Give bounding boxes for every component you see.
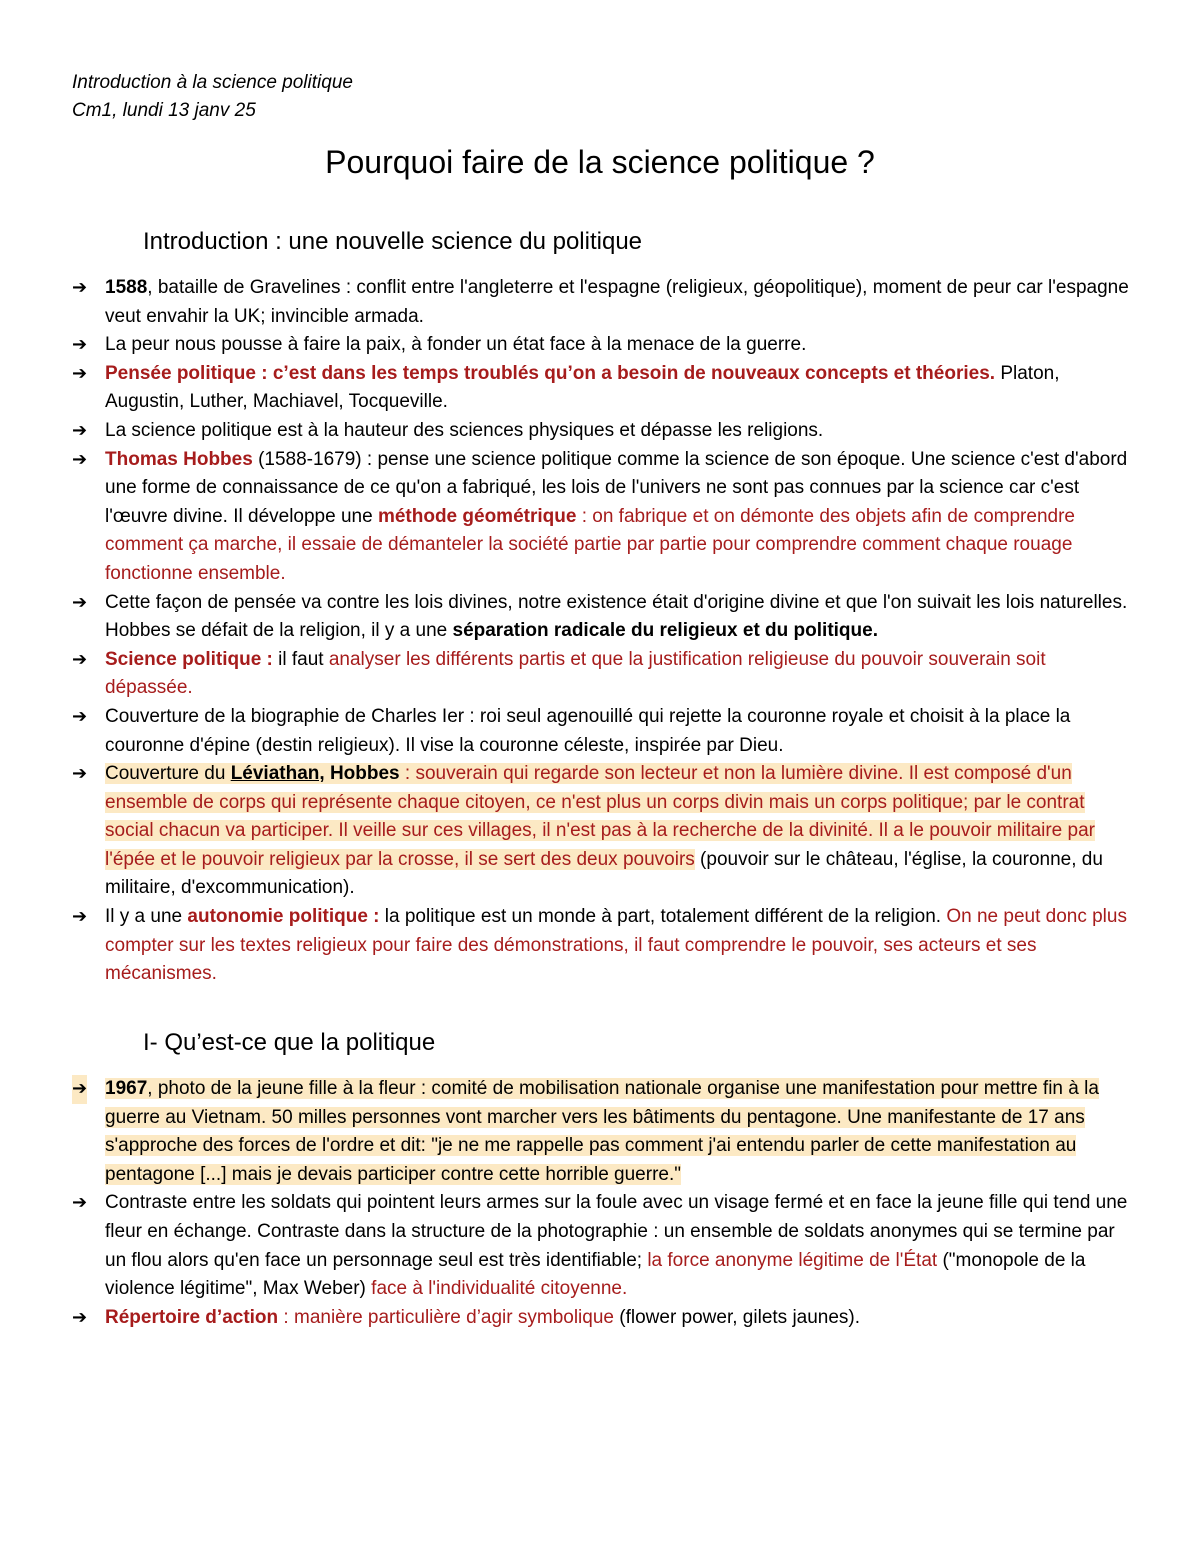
item-text: Platon, Augustin, Luther, Machiavel, Tocqueville.	[105, 362, 1060, 413]
item-text: Cette façon de pensée va contre les lois divines, notre existence était d'origine divine et que l'on suivait les lois naturelles. Hobbes se défait de la religion, il y a une	[105, 591, 1128, 642]
item-red: : on fabrique et on démonte des objets afin de comprendre comment ça marche, il essaie de démanteler la société partie par partie pour comprendre comment chaque rouage fonctionne ensemble.	[105, 505, 1075, 584]
list-item	[72, 360, 1137, 417]
course-name: Introduction à la science politique	[72, 72, 353, 93]
part1-list	[72, 1075, 1137, 1332]
arrow-icon: ➔	[72, 648, 88, 670]
item-text: (pouvoir sur le château, l'église, la couronne, du militaire, d'excommunication).	[105, 848, 1103, 899]
list-item	[72, 417, 1137, 446]
item-text: Il y a une	[105, 906, 188, 928]
item-red: On ne peut donc plus compter sur les textes religieux pour faire des démonstrations, il faut comprendre le pouvoir, ses acteurs et ses mécanismes.	[105, 906, 1127, 985]
item-text: ("monopole de la violence légitime", Max Weber)	[105, 1249, 1086, 1300]
item-red-bold: Répertoire d’action	[105, 1306, 279, 1328]
item-red-bold: Thomas Hobbes	[105, 448, 253, 470]
arrow-icon: ➔	[72, 419, 88, 441]
item-text: il faut	[272, 648, 329, 670]
arrow-icon: ➔	[72, 591, 88, 613]
arrow-icon: ➔	[72, 277, 88, 298]
list-item	[72, 903, 1137, 989]
list-item	[72, 646, 1137, 703]
list-item	[72, 1304, 1137, 1333]
item-text: (flower power, gilets jaunes).	[613, 1306, 861, 1328]
item-red: face à l'individualité citoyenne.	[371, 1278, 628, 1300]
intro-list	[72, 274, 1137, 989]
intro-heading: Introduction : une nouvelle science du politique	[143, 228, 643, 255]
list-item	[72, 274, 1137, 331]
arrow-icon: ➔	[72, 906, 88, 928]
list-item	[72, 703, 1137, 760]
arrow-icon: ➔	[72, 362, 88, 384]
item-red: : manière particulière d’agir symbolique	[278, 1306, 614, 1328]
item-text: (1588-1679) : pense une science politique comme la science de son époque. Une science c'est d'abord une forme de connaissance de ce qu'on a fabriqué, les lois de l'univers ne sont pas connues par la science car c'est l'œuvre divine. Il développe une	[105, 448, 1128, 527]
arrow-icon: ➔	[72, 1306, 88, 1328]
arrow-icon: ➔	[72, 448, 88, 470]
item-red: analyser les différents partis et que la justification religieuse du pouvoir souverain soit dépassée.	[105, 648, 1046, 699]
document-header	[72, 69, 353, 125]
item-red-bold: méthode géométrique	[377, 505, 577, 527]
item-red-bold: Pensée politique : c’est dans les temps troublés qu’on a besoin de nouveaux concepts et théories.	[105, 362, 996, 384]
item-highlight-bold: Hobbes	[329, 763, 400, 785]
list-item	[72, 760, 1137, 903]
item-text: Couverture de la biographie de Charles Ier : roi seul agenouillé qui rejette la couronne royale et choisit à la place la couronne d'épine (destin religieux). Il vise la couronne céleste, inspirée par Dieu.	[105, 705, 1071, 756]
item-text: la politique est un monde à part, totalement différent de la religion.	[379, 906, 947, 928]
list-item	[72, 589, 1137, 646]
list-item	[72, 1075, 1137, 1189]
item-highlight: ,	[319, 763, 330, 785]
arrow-icon: ➔	[72, 334, 88, 356]
item-highlight-bold: 1967	[105, 1078, 148, 1099]
item-red-bold: Science politique :	[105, 648, 273, 670]
item-bold: séparation radicale du religieux et du politique.	[452, 620, 878, 642]
list-item	[72, 446, 1137, 589]
item-text: La peur nous pousse à faire la paix, à fonder un état face à la menace de la guerre.	[105, 334, 807, 356]
part1-heading: I- Qu’est-ce que la politique	[143, 1029, 436, 1056]
lecture-date: Cm1, lundi 13 janv 25	[72, 100, 256, 121]
page-title: Pourquoi faire de la science politique ?	[325, 144, 875, 180]
arrow-icon: ➔	[72, 1192, 88, 1214]
item-highlight-red: : souverain qui regarde son lecteur et non la lumière divine. Il est composé d'un ensemble de corps qui représente chaque citoyen, ce n'est plus un corps divin mais un corps politique; par le contrat social chacun va participer. Il veille sur ces villages, il n'est pas à la recherche de la divinité. Il a le pouvoir militaire par l'épée et le pouvoir religieux par la crosse, il se sert des deux pouvoirs	[105, 763, 1095, 870]
item-highlight: , photo de la jeune fille à la fleur : comité de mobilisation nationale organise une manifestation pour mettre fin à la guerre au Vietnam. 50 milles personnes vont marcher vers les bâtiments du pentagone. Une manifestante de 17 ans s'approche des forces de l'ordre et dit: "je ne me rappelle pas comment j'ai entendu parler de cette manifestation au pentagone [...] mais je devais participer contre cette horrible guerre."	[105, 1078, 1099, 1185]
item-text: Contraste entre les soldats qui pointent leurs armes sur la foule avec un visage fermé et en face la jeune fille qui tend une fleur en échange. Contraste dans la structure de la photographie : un ensemble de soldats anonymes qui se termine par un flou alors qu'en face un personnage seul est très identifiable;	[105, 1192, 1128, 1271]
item-red: la force anonyme légitime de l'État	[647, 1249, 938, 1271]
item-red-bold: autonomie politique :	[187, 906, 380, 928]
item-text: La science politique est à la hauteur des sciences physiques et dépasse les religions.	[105, 419, 824, 441]
item-bold: 1588	[105, 277, 148, 298]
list-item	[72, 1189, 1137, 1303]
arrow-icon: ➔	[72, 1075, 87, 1104]
item-highlight: Couverture du	[105, 763, 231, 785]
item-text: , bataille de Gravelines : conflit entre l'angleterre et l'espagne (religieux, géopolitique), moment de peur car l'espagne veut envahir la UK; invincible armada.	[105, 277, 1129, 327]
arrow-icon: ➔	[72, 763, 88, 785]
list-item	[72, 331, 1137, 360]
item-highlight-underline: Léviathan	[230, 763, 320, 785]
arrow-icon: ➔	[72, 705, 88, 727]
